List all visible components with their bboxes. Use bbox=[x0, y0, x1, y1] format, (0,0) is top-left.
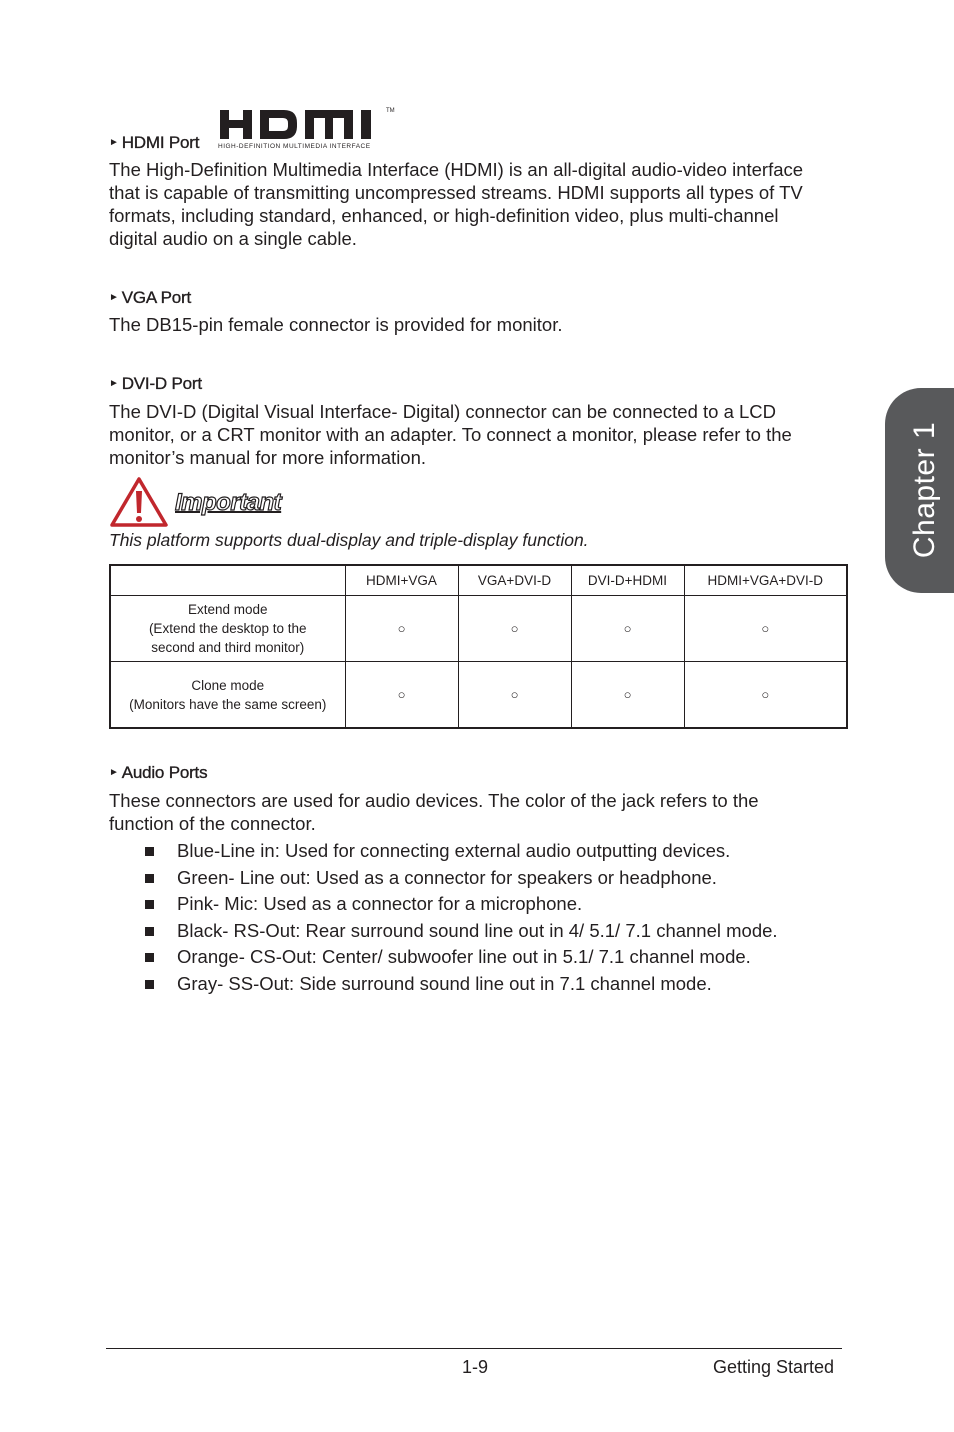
table-row bbox=[110, 596, 847, 662]
hdmi-heading: ► HDMI Port bbox=[109, 133, 200, 152]
hdmi-paragraph bbox=[109, 158, 849, 250]
audio-paragraph bbox=[109, 789, 849, 835]
audio-paragraph-line: These connectors are used for audio devices. The color of the jack refers to the bbox=[109, 790, 759, 811]
square-bullet-icon bbox=[145, 953, 154, 962]
support-mark-cell: ○ bbox=[684, 596, 847, 662]
audio-paragraph-line: function of the connector. bbox=[109, 813, 316, 834]
table-header-cell: DVI-D+HDMI bbox=[571, 565, 684, 596]
footer-divider bbox=[106, 1348, 842, 1349]
footer-section-title: Getting Started bbox=[713, 1357, 835, 1377]
chapter-label: Chapter 1 bbox=[908, 421, 941, 559]
vga-paragraph: The DB15-pin female connector is provided for monitor. bbox=[109, 314, 563, 335]
list-item: Black- RS-Out: Rear surround sound line out in 4/ 5.1/ 7.1 channel mode. bbox=[140, 918, 778, 945]
square-bullet-icon bbox=[145, 927, 154, 936]
list-item: Gray- SS-Out: Side surround sound line out in 7.1 channel mode. bbox=[140, 971, 778, 998]
warning-icon bbox=[109, 476, 169, 528]
display-mode-table bbox=[109, 564, 848, 729]
list-item: Orange- CS-Out: Center/ subwoofer line out in 5.1/ 7.1 channel mode. bbox=[140, 944, 778, 971]
chapter-tab bbox=[885, 388, 954, 593]
square-bullet-icon bbox=[145, 980, 154, 989]
table-row bbox=[110, 662, 847, 729]
dvi-paragraph-line: The DVI-D (Digital Visual Interface- Digital) connector can be connected to a LCD bbox=[109, 401, 777, 422]
row-label-line: (Monitors have the same screen) bbox=[129, 696, 327, 712]
triangle-bullet-icon: ► bbox=[109, 292, 119, 303]
list-item: Blue-Line in: Used for connecting external audio outputting devices. bbox=[140, 838, 778, 865]
row-label-line: second and third monitor) bbox=[151, 640, 305, 655]
hdmi-paragraph-line: that is capable of transmitting uncompressed streams. HDMI supports all types of TV bbox=[109, 182, 803, 203]
table-row-label bbox=[110, 596, 345, 662]
support-mark-cell: ○ bbox=[458, 596, 571, 662]
table-header-cell: HDMI+VGA+DVI-D bbox=[684, 565, 847, 596]
vga-heading: ► VGA Port bbox=[109, 288, 191, 307]
list-item: Pink- Mic: Used as a connector for a microphone. bbox=[140, 891, 778, 918]
dvi-paragraph bbox=[109, 400, 849, 469]
row-label-line: Clone mode bbox=[191, 677, 265, 693]
hdmi-logo-trademark: TM bbox=[386, 108, 395, 114]
table-row-label bbox=[110, 662, 345, 729]
row-label-line: Extend mode bbox=[187, 602, 268, 617]
support-mark-cell: ○ bbox=[571, 596, 684, 662]
important-title: Important bbox=[175, 489, 282, 516]
hdmi-paragraph-line: The High-Definition Multimedia Interface (HDMI) is an all-digital audio-video interface bbox=[109, 159, 804, 180]
square-bullet-icon bbox=[145, 847, 154, 856]
dvi-paragraph-line: monitor’s manual for more information. bbox=[109, 447, 427, 468]
support-mark-cell: ○ bbox=[458, 662, 571, 729]
support-mark-cell: ○ bbox=[571, 662, 684, 729]
support-mark-cell: ○ bbox=[345, 662, 458, 729]
triangle-bullet-icon: ► bbox=[109, 378, 119, 389]
triangle-bullet-icon: ► bbox=[109, 767, 119, 778]
support-mark-cell: ○ bbox=[345, 596, 458, 662]
page-number: 1-9 bbox=[462, 1357, 489, 1377]
triangle-bullet-icon: ► bbox=[109, 137, 119, 148]
dvi-paragraph-line: monitor, or a CRT monitor with an adapter. To connect a monitor, please refer to the bbox=[109, 424, 792, 445]
table-header-cell: HDMI+VGA bbox=[345, 565, 458, 596]
support-mark-cell: ○ bbox=[684, 662, 847, 729]
audio-heading: ► Audio Ports bbox=[109, 763, 208, 782]
row-label-line: (Extend the desktop to the bbox=[148, 621, 307, 636]
hdmi-paragraph-line: formats, including standard, enhanced, or high-definition video, plus multi-channel bbox=[109, 205, 779, 226]
square-bullet-icon bbox=[145, 900, 154, 909]
table-header-cell bbox=[110, 565, 345, 596]
list-item: Green- Line out: Used as a connector for speakers or headphone. bbox=[140, 865, 778, 892]
audio-jack-list bbox=[140, 838, 778, 997]
hdmi-paragraph-line: digital audio on a single cable. bbox=[109, 228, 357, 249]
dvi-heading: ► DVI-D Port bbox=[109, 374, 202, 393]
table-header-row bbox=[110, 565, 847, 596]
square-bullet-icon bbox=[145, 874, 154, 883]
table-header-cell: VGA+DVI-D bbox=[458, 565, 571, 596]
important-note: This platform supports dual-display and triple-display function. bbox=[109, 530, 589, 550]
hdmi-logo-tagline: HIGH-DEFINITION MULTIMEDIA INTERFACE bbox=[218, 143, 371, 150]
